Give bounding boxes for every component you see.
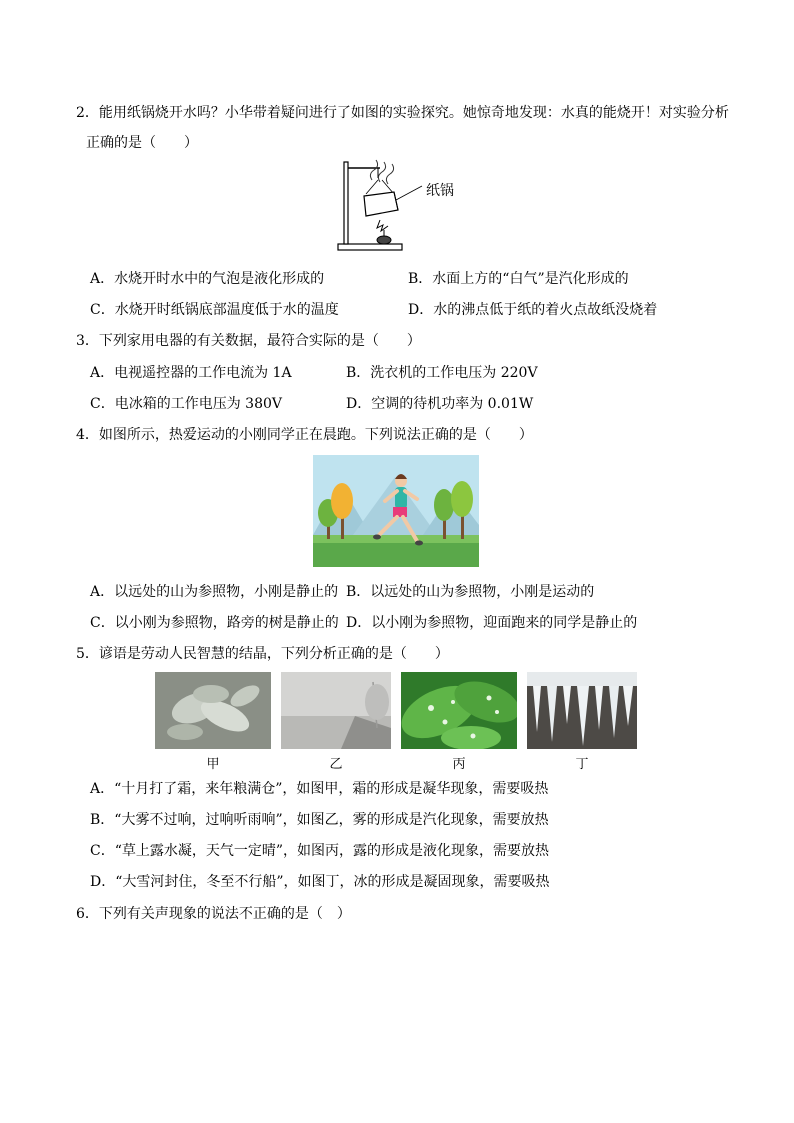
q3-option-b[interactable]: B．洗衣机的工作电压为 220V (346, 365, 538, 381)
q6-stem: 6．下列有关声现象的说法不正确的是（ ） (76, 906, 351, 922)
runner-figure (313, 455, 479, 567)
frost-photo (155, 672, 271, 749)
q4-option-c[interactable]: C．以小刚为参照物，路旁的树是静止的 (90, 615, 339, 631)
ice-photo (527, 672, 637, 749)
q2-figure-label: 纸锅 (426, 183, 454, 199)
q5-caption-jia: 甲 (206, 757, 220, 772)
q2-option-d[interactable]: D．水的沸点低于纸的着火点故纸没烧着 (408, 302, 658, 318)
q2-stem-line1: 2．能用纸锅烧开水吗？小华带着疑问进行了如图的实验探究。她惊奇地发现：水真的能烧开！对实验分析 (76, 105, 729, 121)
paper-pot-apparatus-figure (336, 158, 466, 254)
q5-caption-ding: 丁 (575, 757, 589, 772)
q4-stem: 4．如图所示，热爱运动的小刚同学正在晨跑。下列说法正确的是（ ） (76, 427, 533, 443)
dew-leaf-photo-drawing (401, 672, 517, 749)
fog-photo (281, 672, 391, 749)
fog-photo-drawing (281, 672, 391, 749)
q5-option-a[interactable]: A．“十月打了霜，来年粮满仓”，如图甲，霜的形成是凝华现象，需要吸热 (90, 781, 549, 797)
q2-option-b[interactable]: B．水面上方的“白气”是汽化形成的 (408, 271, 629, 287)
dew-leaf-photo (401, 672, 517, 749)
ice-photo-drawing (527, 672, 637, 749)
q2-option-c[interactable]: C．水烧开时纸锅底部温度低于水的温度 (90, 302, 339, 318)
q2-option-a[interactable]: A．水烧开时水中的气泡是液化形成的 (90, 271, 325, 287)
frost-photo-drawing (155, 672, 271, 749)
q3-option-a[interactable]: A．电视遥控器的工作电流为 1A (90, 365, 292, 381)
q5-caption-yi: 乙 (329, 757, 343, 772)
q4-option-d[interactable]: D．以小刚为参照物，迎面跑来的同学是静止的 (346, 615, 638, 631)
q5-option-c[interactable]: C．“草上露水凝，天气一定晴”，如图丙，露的形成是液化现象，需要放热 (90, 843, 550, 859)
q5-option-d[interactable]: D．“大雪河封住，冬至不行船”，如图丁，冰的形成是凝固现象，需要吸热 (90, 874, 550, 890)
q4-option-b[interactable]: B．以远处的山为参照物，小刚是运动的 (346, 584, 595, 600)
q3-option-d[interactable]: D．空调的待机功率为 0.01W (346, 396, 534, 412)
q5-stem: 5．谚语是劳动人民智慧的结晶，下列分析正确的是（ ） (76, 646, 449, 662)
q5-caption-bing: 丙 (452, 757, 466, 772)
paper-pot-apparatus-drawing (336, 158, 466, 254)
q3-stem: 3．下列家用电器的有关数据，最符合实际的是（ ） (76, 333, 421, 349)
q3-option-c[interactable]: C．电冰箱的工作电压为 380V (90, 396, 282, 412)
runner-illustration (313, 455, 479, 567)
q4-option-a[interactable]: A．以远处的山为参照物，小刚是静止的 (90, 584, 339, 600)
q2-stem-line2: 正确的是（ ） (86, 135, 198, 151)
q5-option-b[interactable]: B．“大雾不过响，过响听雨响”，如图乙，雾的形成是汽化现象，需要放热 (90, 812, 549, 828)
